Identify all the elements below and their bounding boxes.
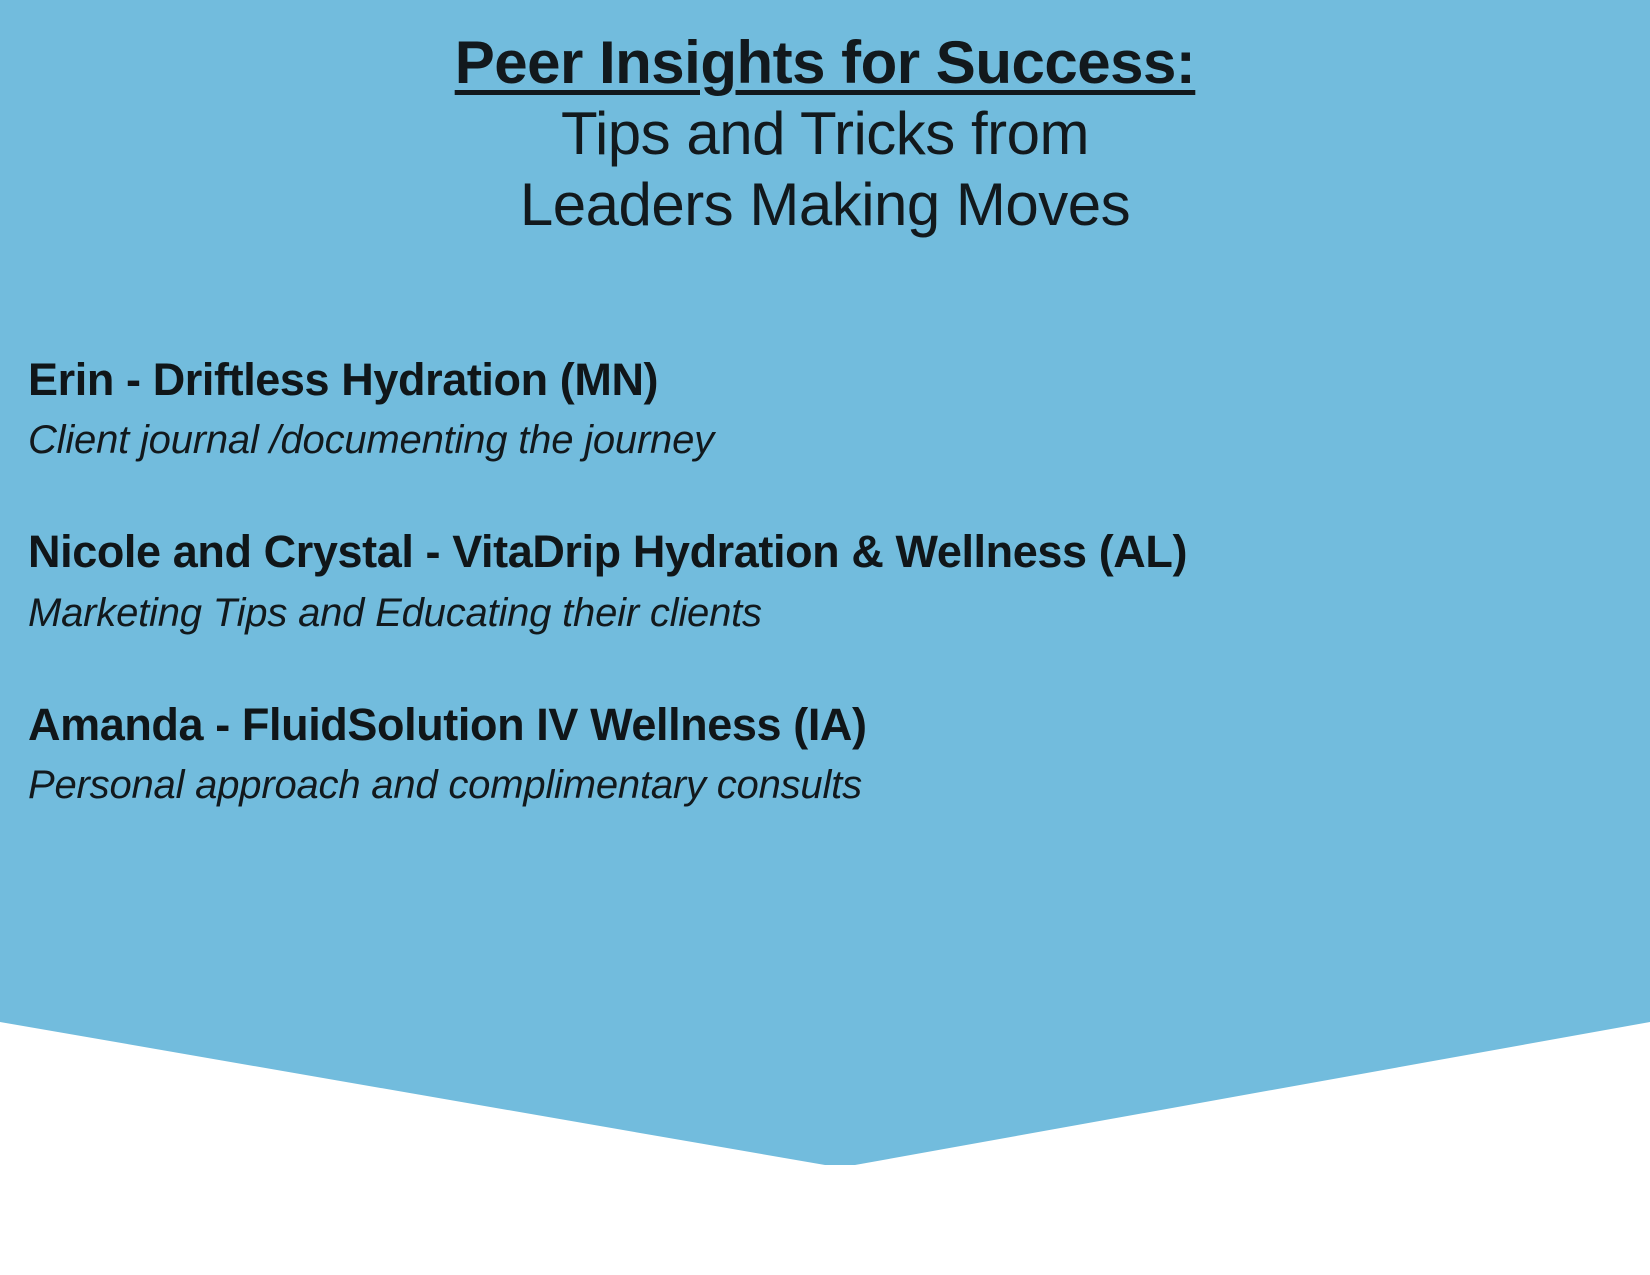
entry-description: Marketing Tips and Educating their clients xyxy=(28,590,762,635)
title-main: Peer Insights for Success: xyxy=(454,29,1196,96)
list-item xyxy=(28,524,1628,638)
entry-name: Erin - Driftless Hydration (MN) xyxy=(28,354,659,405)
entry-description: Personal approach and complimentary consults xyxy=(28,762,862,807)
title-line-2: Tips and Tricks from xyxy=(561,99,1089,167)
list-item xyxy=(28,697,1628,811)
entry-list xyxy=(28,352,1628,869)
list-item xyxy=(28,352,1628,466)
entry-name: Nicole and Crystal - VitaDrip Hydration & Wellness (AL) xyxy=(28,526,1188,578)
title-line-3: Leaders Making Moves xyxy=(519,170,1131,238)
page-title xyxy=(0,28,1650,240)
entry-name: Amanda - FluidSolution IV Wellness (IA) xyxy=(28,698,867,750)
entry-description: Client journal /documenting the journey xyxy=(28,418,714,463)
